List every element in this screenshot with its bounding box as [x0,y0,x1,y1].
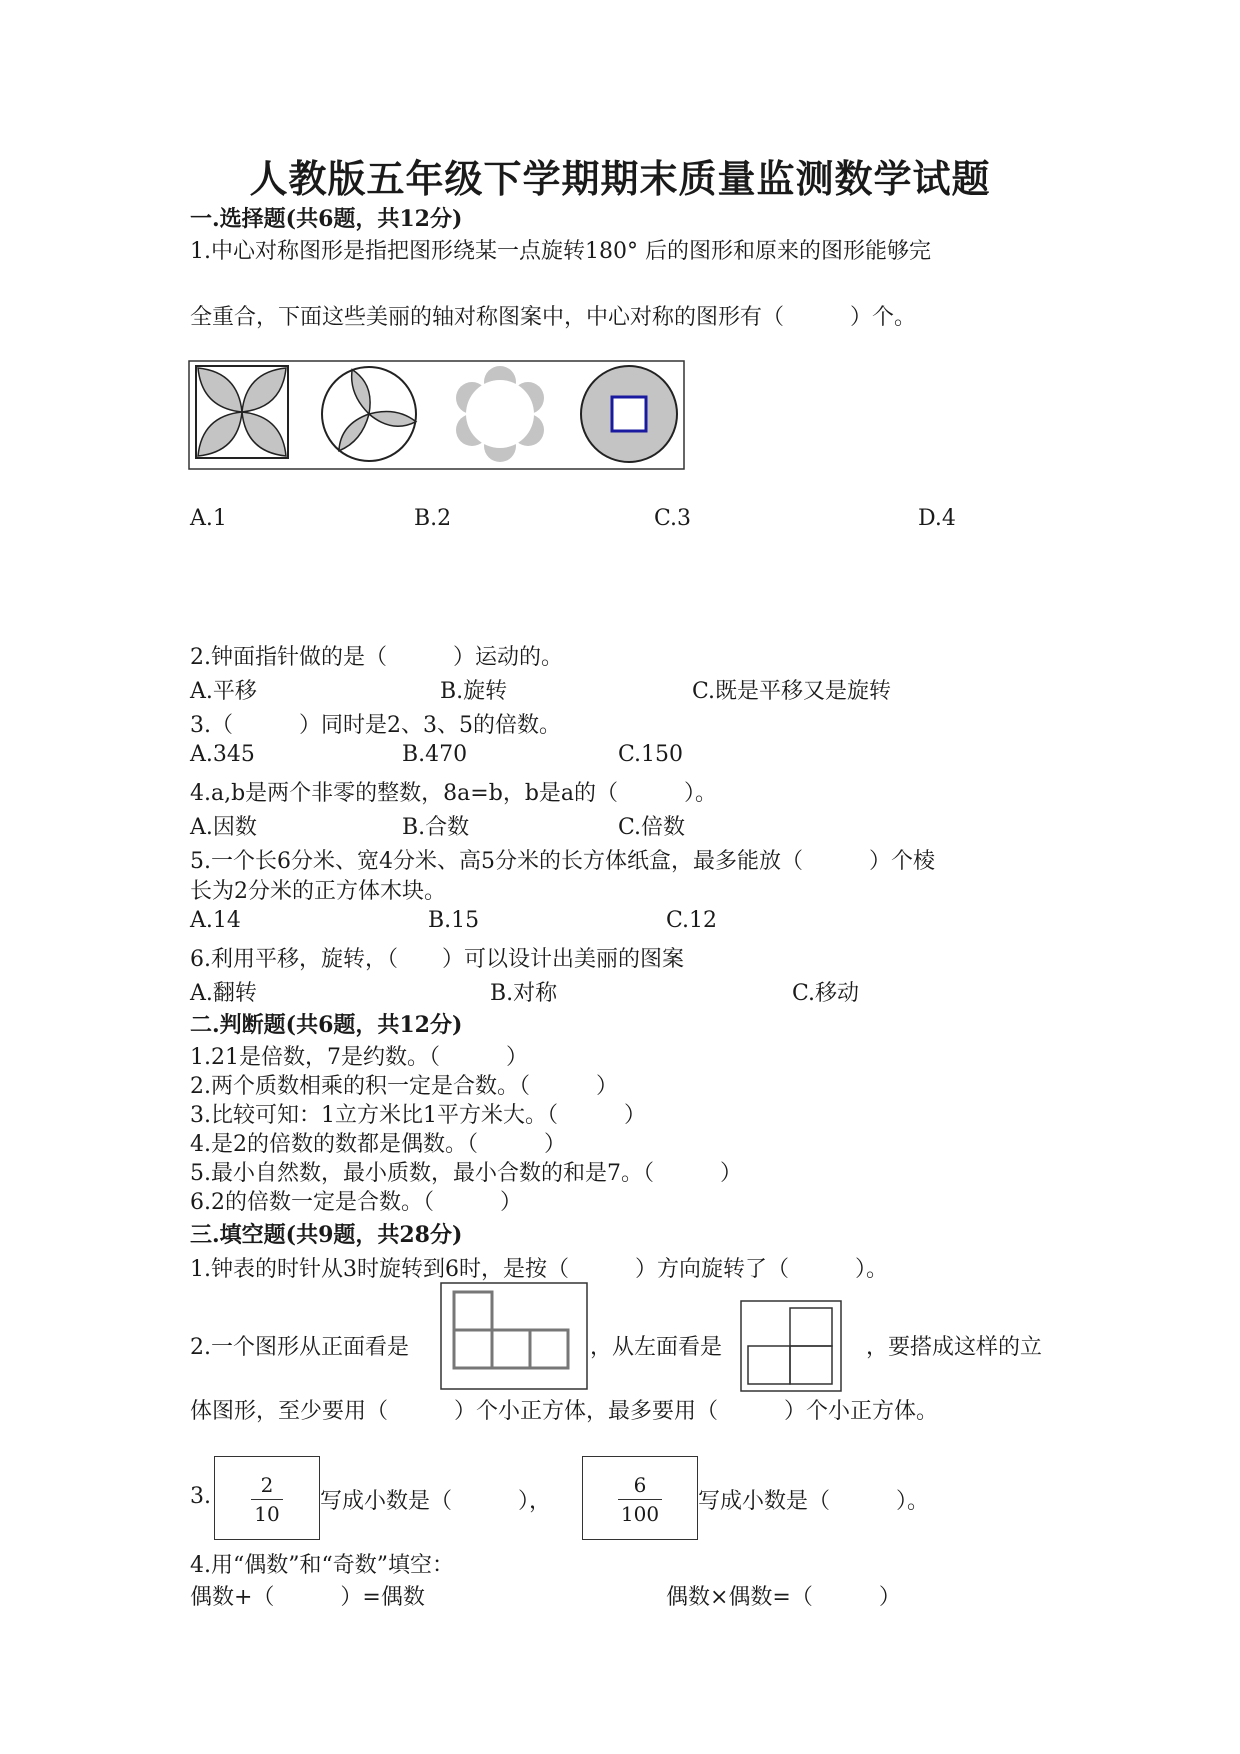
choice-q1-option-d: D.4 [918,506,956,531]
fraction-denominator: 10 [254,1502,280,1526]
choice-q5-option-c: C.12 [666,908,718,933]
choice-q3-option-b: B.470 [402,742,468,767]
choice-q5-option-a: A.14 [190,908,241,933]
judge-item: 4.是2的倍数的数都是偶数。（ ） [190,1132,566,1157]
fraction-numerator: 2 [260,1473,274,1497]
choice-q6-option-b: B.对称 [490,981,558,1006]
choice-q1-option-c: C.3 [654,506,692,531]
fraction-box-2 [582,1456,698,1540]
judge-item: 6.2的倍数一定是合数。（ ） [190,1190,522,1215]
fill-q3-prefix: 3. [190,1484,211,1509]
fill-q3-mid: 写成小数是（ ）， [320,1489,552,1514]
choice-q4-option-b: B.合数 [402,815,470,840]
fraction-denominator: 100 [620,1502,660,1526]
fraction-6-100 [583,1475,697,1524]
choice-q1-option-a: A.1 [190,506,227,531]
four-petal-square-figure [196,366,288,458]
symmetry-figures [188,360,685,470]
fill-q1-text: 1.钟表的时针从3时旋转到6时，是按（ ）方向旋转了（ ）。 [190,1257,888,1282]
page-title: 人教版五年级下学期期末质量监测数学试题 [249,156,991,201]
choice-q3-option-c: C.150 [618,742,684,767]
choice-q3-option-a: A.345 [190,742,255,767]
choice-q2-option-b: B.旋转 [440,679,508,704]
choice-q4-text: 4.a,b是两个非零的整数，8a=b，b是a的（ ）。 [190,781,718,806]
fill-q2-part2: ，从左面看是 [590,1335,723,1360]
fill-q2-part3: ，要搭成这样的立 [866,1335,1043,1360]
circle-square-figure [581,366,677,462]
choice-q4-option-a: A.因数 [190,815,257,840]
choice-q2-option-a: A.平移 [190,679,257,704]
choice-q1-option-b: B.2 [414,506,452,531]
three-petal-circle-figure [322,367,416,461]
choice-q1-line1: 1.中心对称图形是指把图形绕某一点旋转180° 后的图形和原来的图形能够完 [190,239,931,264]
choice-q5-option-b: B.15 [428,908,480,933]
judge-item: 2.两个质数相乘的积一定是合数。（ ） [190,1074,618,1099]
judge-item: 5.最小自然数，最小质数，最小合数的和是7。（ ） [190,1161,742,1186]
fill-q4-right: 偶数×偶数=（ ） [666,1585,901,1610]
choice-q6-option-c: C.移动 [792,981,860,1006]
section-heading-fill: 三.填空题(共9题，共28分) [190,1222,463,1248]
fill-q2-part1: 2.一个图形从正面看是 [190,1335,409,1360]
choice-q6-text: 6.利用平移，旋转，（ ）可以设计出美丽的图案 [190,947,684,972]
fill-q3-end: 写成小数是（ ）。 [698,1489,930,1514]
judge-item: 1.21是倍数，7是约数。（ ） [190,1045,528,1070]
choice-q2-text: 2.钟面指针做的是（ ）运动的。 [190,645,563,670]
choice-q5-line1: 5.一个长6分米、宽4分米、高5分米的长方体纸盒，最多能放（ ）个棱 [190,849,935,874]
fraction-box-1 [214,1456,320,1540]
fill-q4-left: 偶数+（ ）=偶数 [190,1585,425,1610]
choice-q6-option-a: A.翻转 [190,981,257,1006]
fraction-2-10 [215,1475,319,1524]
section-heading-judge: 二.判断题(共6题，共12分) [190,1012,463,1038]
choice-q4-option-c: C.倍数 [618,815,686,840]
fraction-numerator: 6 [633,1473,647,1497]
section-heading-choice: 一.选择题(共6题，共12分) [190,206,463,232]
choice-q1-line2: 全重合，下面这些美丽的轴对称图案中，中心对称的图形有（ ）个。 [190,305,917,330]
choice-q2-option-c: C.既是平移又是旋转 [692,679,892,704]
fill-q2-line2: 体图形，至少要用（ ）个小正方体，最多要用（ ）个小正方体。 [190,1399,939,1424]
choice-q5-line2: 长为2分米的正方体木块。 [190,879,446,904]
choice-q3-text: 3.（ ）同时是2、3、5的倍数。 [190,713,561,738]
judge-item: 3.比较可知：1立方米比1平方米大。（ ） [190,1103,646,1128]
left-view-figure [740,1300,842,1392]
front-view-figure [440,1282,588,1390]
fill-q4-text: 4.用“偶数”和“奇数”填空： [190,1553,454,1578]
